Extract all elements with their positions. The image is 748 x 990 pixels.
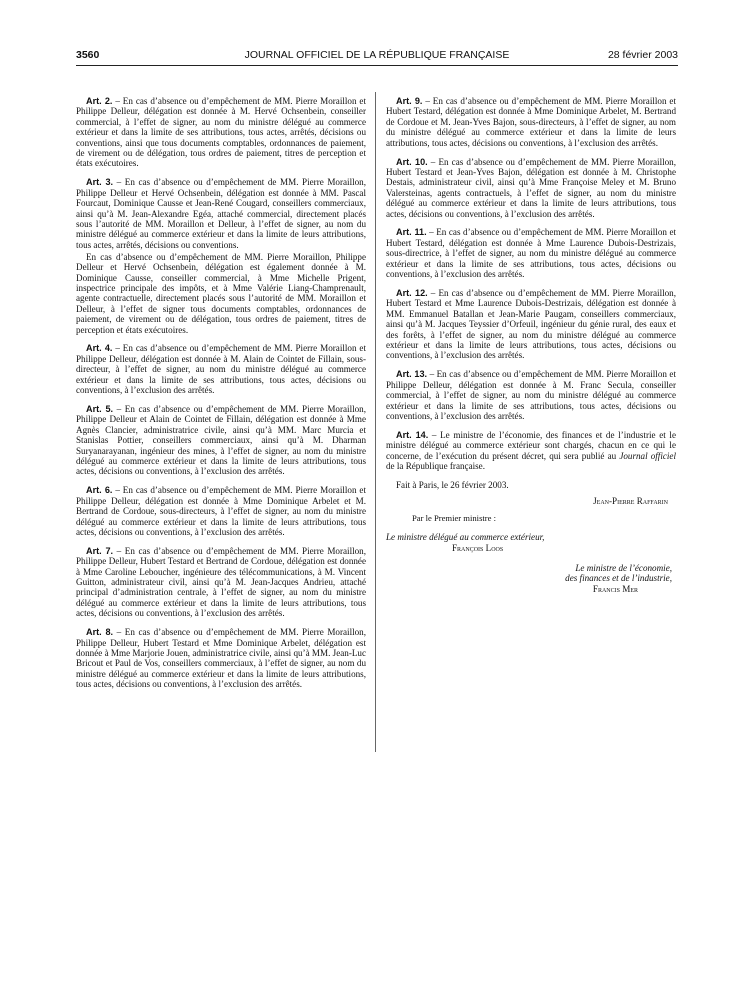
article-label: Art. 12. (396, 288, 428, 298)
article-11 (386, 227, 676, 279)
article-label: Art. 2. (86, 96, 113, 106)
header-rule (76, 65, 678, 66)
article-5 (76, 404, 366, 477)
article-9 (386, 96, 676, 148)
minister-commerce-title: Le ministre délégué au commerce extérieur, (386, 532, 545, 543)
minister-economy-title-1: Le ministre de l’économie, (575, 563, 672, 574)
by-prime-minister: Par le Premier ministre : (412, 512, 497, 523)
signer-name: Jean-Pierre Raffarin (593, 496, 668, 507)
article-4 (76, 343, 366, 395)
article-8 (76, 627, 366, 689)
article-label: Art. 6. (86, 485, 113, 496)
article-text: – En cas d’absence ou d’empêchement de MM. Pierre Moraillon, Philippe Delleur, Hubert Testard et Mme Dominique Arbelet, délégation est donnée à Mme Marjorie Jouen, administratrice civile, ainsi qu’à MM. Jean-Luc Bricout et Paul de Vos, conseillers commerciaux, à l’effet de signer, au nom du ministre délégué au commerce extérieur et dans la limite de leurs attributions, tous actes, décisions ou conventions, à l’exclusion des arrêtés. (76, 627, 366, 690)
article-13 (386, 369, 676, 421)
article-text: En cas d’absence ou d’empêchement de MM. Pierre Moraillon, Philippe Delleur et Hervé Ochsenbein, délégation est également donnée à M. Dominique Causse, conseiller commercial, à Mme Michelle Prigent, inspectrice principale des impôts, et à Mme Valérie Liang-Champrenault, agente contractuelle, directement placés sous l’autorité de MM. Moraillon et Delleur, à l’effet de signer tous documents comptables, ordonnances de paiement, de virement ou de délégation, tous ordres de paiement, titres de perception et états exécutoires. (76, 251, 366, 335)
article-text: – Le ministre de l’économie, des finances et de l’industrie et le ministre délégué au commerce extérieur sont chargés, chacun en ce qui le concerne, de l’exécution du présent décret, qui sera publié au (386, 429, 676, 461)
article-text-end: de la République française. (386, 461, 485, 472)
issue-date: 28 février 2003 (607, 49, 678, 61)
article-text: – En cas d’absence ou d’empêchement de MM. Pierre Moraillon, Hubert Testard et Jean-Yves Bajon, délégation est donnée à M. Christophe Destais, administrateur civil, ainsi qu’à Mme Françoise Meley et M. Bruno Valersteinas, agents contractuels, à l’effet de signer, au nom du ministre délégué au commerce extérieur et dans la limite de leurs attributions, tous actes, décisions ou conventions, à l’exclusion des arrêtés. (386, 156, 676, 219)
article-text: – En cas d’absence ou d’empêchement de MM. Pierre Moraillon et Philippe Delleur, délégation est donnée à M. Hervé Ochsenbein, conseiller commercial, à l’effet de signer, au nom du ministre délégué au commerce extérieur et dans la limite de ses attributions, tous actes, arrêtés, décisions ou conventions, ainsi que tous documents comptables, ordonnances de paiement, de virement ou de délégation, tous ordres de paiement, titres de perception et états exécutoires. (76, 96, 366, 169)
article-label: Art. 4. (86, 343, 113, 354)
minister-economy-title-2: des finances et de l’industrie, (565, 573, 672, 584)
article-6 (76, 485, 366, 537)
article-label: Art. 7. (86, 545, 114, 556)
article-label: Art. 5. (86, 403, 114, 414)
article-12 (386, 288, 676, 361)
article-text: – En cas d’absence ou d’empêchement de MM. Pierre Moraillon et Hubert Testard, délégation est donnée à Mme Laurence Dubois-Destrizais, sous-directrice, à l’effet de signer, au nom du ministre délégué au commerce extérieur et dans la limite de ses attributions, tous actes, décisions ou conventions, à l’exclusion des arrêtés. (386, 227, 677, 280)
article-label: Art. 9. (396, 96, 423, 106)
journal-title: JOURNAL OFFICIEL DE LA RÉPUBLIQUE FRANÇAISE (244, 49, 510, 61)
page-header (76, 49, 678, 65)
article-3-paragraph-2 (76, 252, 366, 335)
article-label: Art. 8. (86, 627, 114, 638)
signature-date: Fait à Paris, le 26 février 2003. (396, 480, 509, 490)
article-2 (76, 96, 366, 169)
minister-economy-name: Francis Mer (592, 583, 638, 594)
article-10 (386, 157, 676, 219)
article-text: – En cas d’absence ou d’empêchement de MM. Pierre Moraillon, Philippe Delleur et Alain de Cointet de Fillain, délégation est donnée à Mme Agnès Clancier, administratrice civile, ainsi qu’à MM. Marc Murcia et Stanislas Pottier, conseillers commerciaux, ainsi qu’à M. Dharman Suryanarayanan, ingénieur des mines, à l’effet de signer, au nom du ministre délégué au commerce extérieur et dans la limite de leurs attributions, tous actes, décisions ou conventions, à l’exclusion des arrêtés. (76, 403, 366, 477)
article-7 (76, 546, 366, 619)
left-column (76, 96, 366, 698)
article-text: – En cas d’absence ou d’empêchement de MM. Pierre Moraillon, Hubert Testard et Mme Laurence Dubois-Destrizais, délégation est donnée à MM. Emmanuel Batallan et Jean-Marie Paugam, conseillers commerciaux, ainsi qu’à M. Jacques Teyssier d’Orfeuil, ingénieur du génie rural, des eaux et des forêts, à l’effet de signer, au nom du ministre délégué au commerce extérieur et dans la limite de leurs attributions, tous actes, décisions ou conventions, à l’exclusion des arrêtés. (386, 288, 676, 361)
article-3 (76, 177, 366, 250)
article-text: – En cas d’absence ou d’empêchement de MM. Pierre Moraillon et Philippe Delleur, délégation est donnée à M. Franc Secula, conseiller commercial, à l’effet de signer, au nom du ministre délégué au commerce extérieur et dans la limite de ses attributions, tous actes, décisions ou conventions, à l’exclusion des arrêtés. (386, 369, 676, 421)
article-14 (386, 430, 676, 472)
article-text: – En cas d’absence ou d’empêchement de MM. Pierre Moraillon et Philippe Delleur, délégation est donnée à M. Alain de Cointet de Fillain, sous-directeur, à l’effet de signer, au nom du ministre délégué au commerce extérieur et dans la limite de ses attributions, tous actes, décisions ou conventions, à l’exclusion des arrêtés. (76, 343, 366, 396)
article-label: Art. 3. (86, 177, 114, 188)
article-text: – En cas d’absence ou d’empêchement de MM. Pierre Moraillon et Philippe Delleur, délégation est donnée à Mme Dominique Arbelet et M. Bertrand de Cordoue, sous-directeurs, à l’effet de signer, au nom du ministre délégué au commerce extérieur et dans la limite de leurs attributions, tous actes, décisions ou conventions, à l’exclusion des arrêtés. (76, 485, 366, 537)
article-label: Art. 10. (396, 156, 428, 167)
article-text: – En cas d’absence ou d’empêchement de MM. Pierre Moraillon, Philippe Delleur et Hervé Ochsenbein, délégation est donnée à MM. Pascal Fourcaut, Dominique Causse et Jean-René Cougard, conseillers commerciaux, ainsi qu’à M. Jean-Alexandre Egéa, attaché commercial, directement placés sous l’autorité de MM. Moraillon et Delleur, à l’effet de signer, au nom du ministre délégué au commerce extérieur et dans la limite de leurs attributions, tous actes, arrêtés, décisions ou conventions. (76, 177, 366, 250)
article-text: – En cas d’absence ou d’empêchement de MM. Pierre Moraillon et Hubert Testard, délégation est donnée à Mme Dominique Arbelet, M. Bertrand de Cordoue et M. Jean-Yves Bajon, sous-directeurs, à l’effet de signer, au nom du ministre délégué au commerce extérieur et dans la limite de leurs attributions, tous actes, décisions ou conventions, à l’exclusion des arrêtés. (386, 96, 676, 148)
article-text: – En cas d’absence ou d’empêchement de MM. Pierre Moraillon, Philippe Delleur, Hubert Testard et Bertrand de Cordoue, délégation est donnée à Mme Caroline Leboucher, ingénieure des télécommunications, à M. Vincent Guitton, administrateur civil, ainsi qu’à M. Jean-Jacques Andrieu, attaché principal d’administration centrale, à l’effet de signer, au nom du ministre délégué au commerce extérieur et dans la limite de leurs attributions, tous actes, décisions ou conventions, à l’exclusion des arrêtés. (76, 545, 366, 619)
article-label: Art. 14. (396, 429, 429, 440)
minister-commerce-name: François Loos (452, 542, 504, 553)
page-number: 3560 (76, 49, 100, 61)
column-divider (375, 92, 376, 752)
article-label: Art. 11. (396, 227, 427, 238)
journal-reference: Journal officiel (619, 450, 676, 461)
right-column (386, 96, 676, 594)
article-label: Art. 13. (396, 369, 428, 380)
